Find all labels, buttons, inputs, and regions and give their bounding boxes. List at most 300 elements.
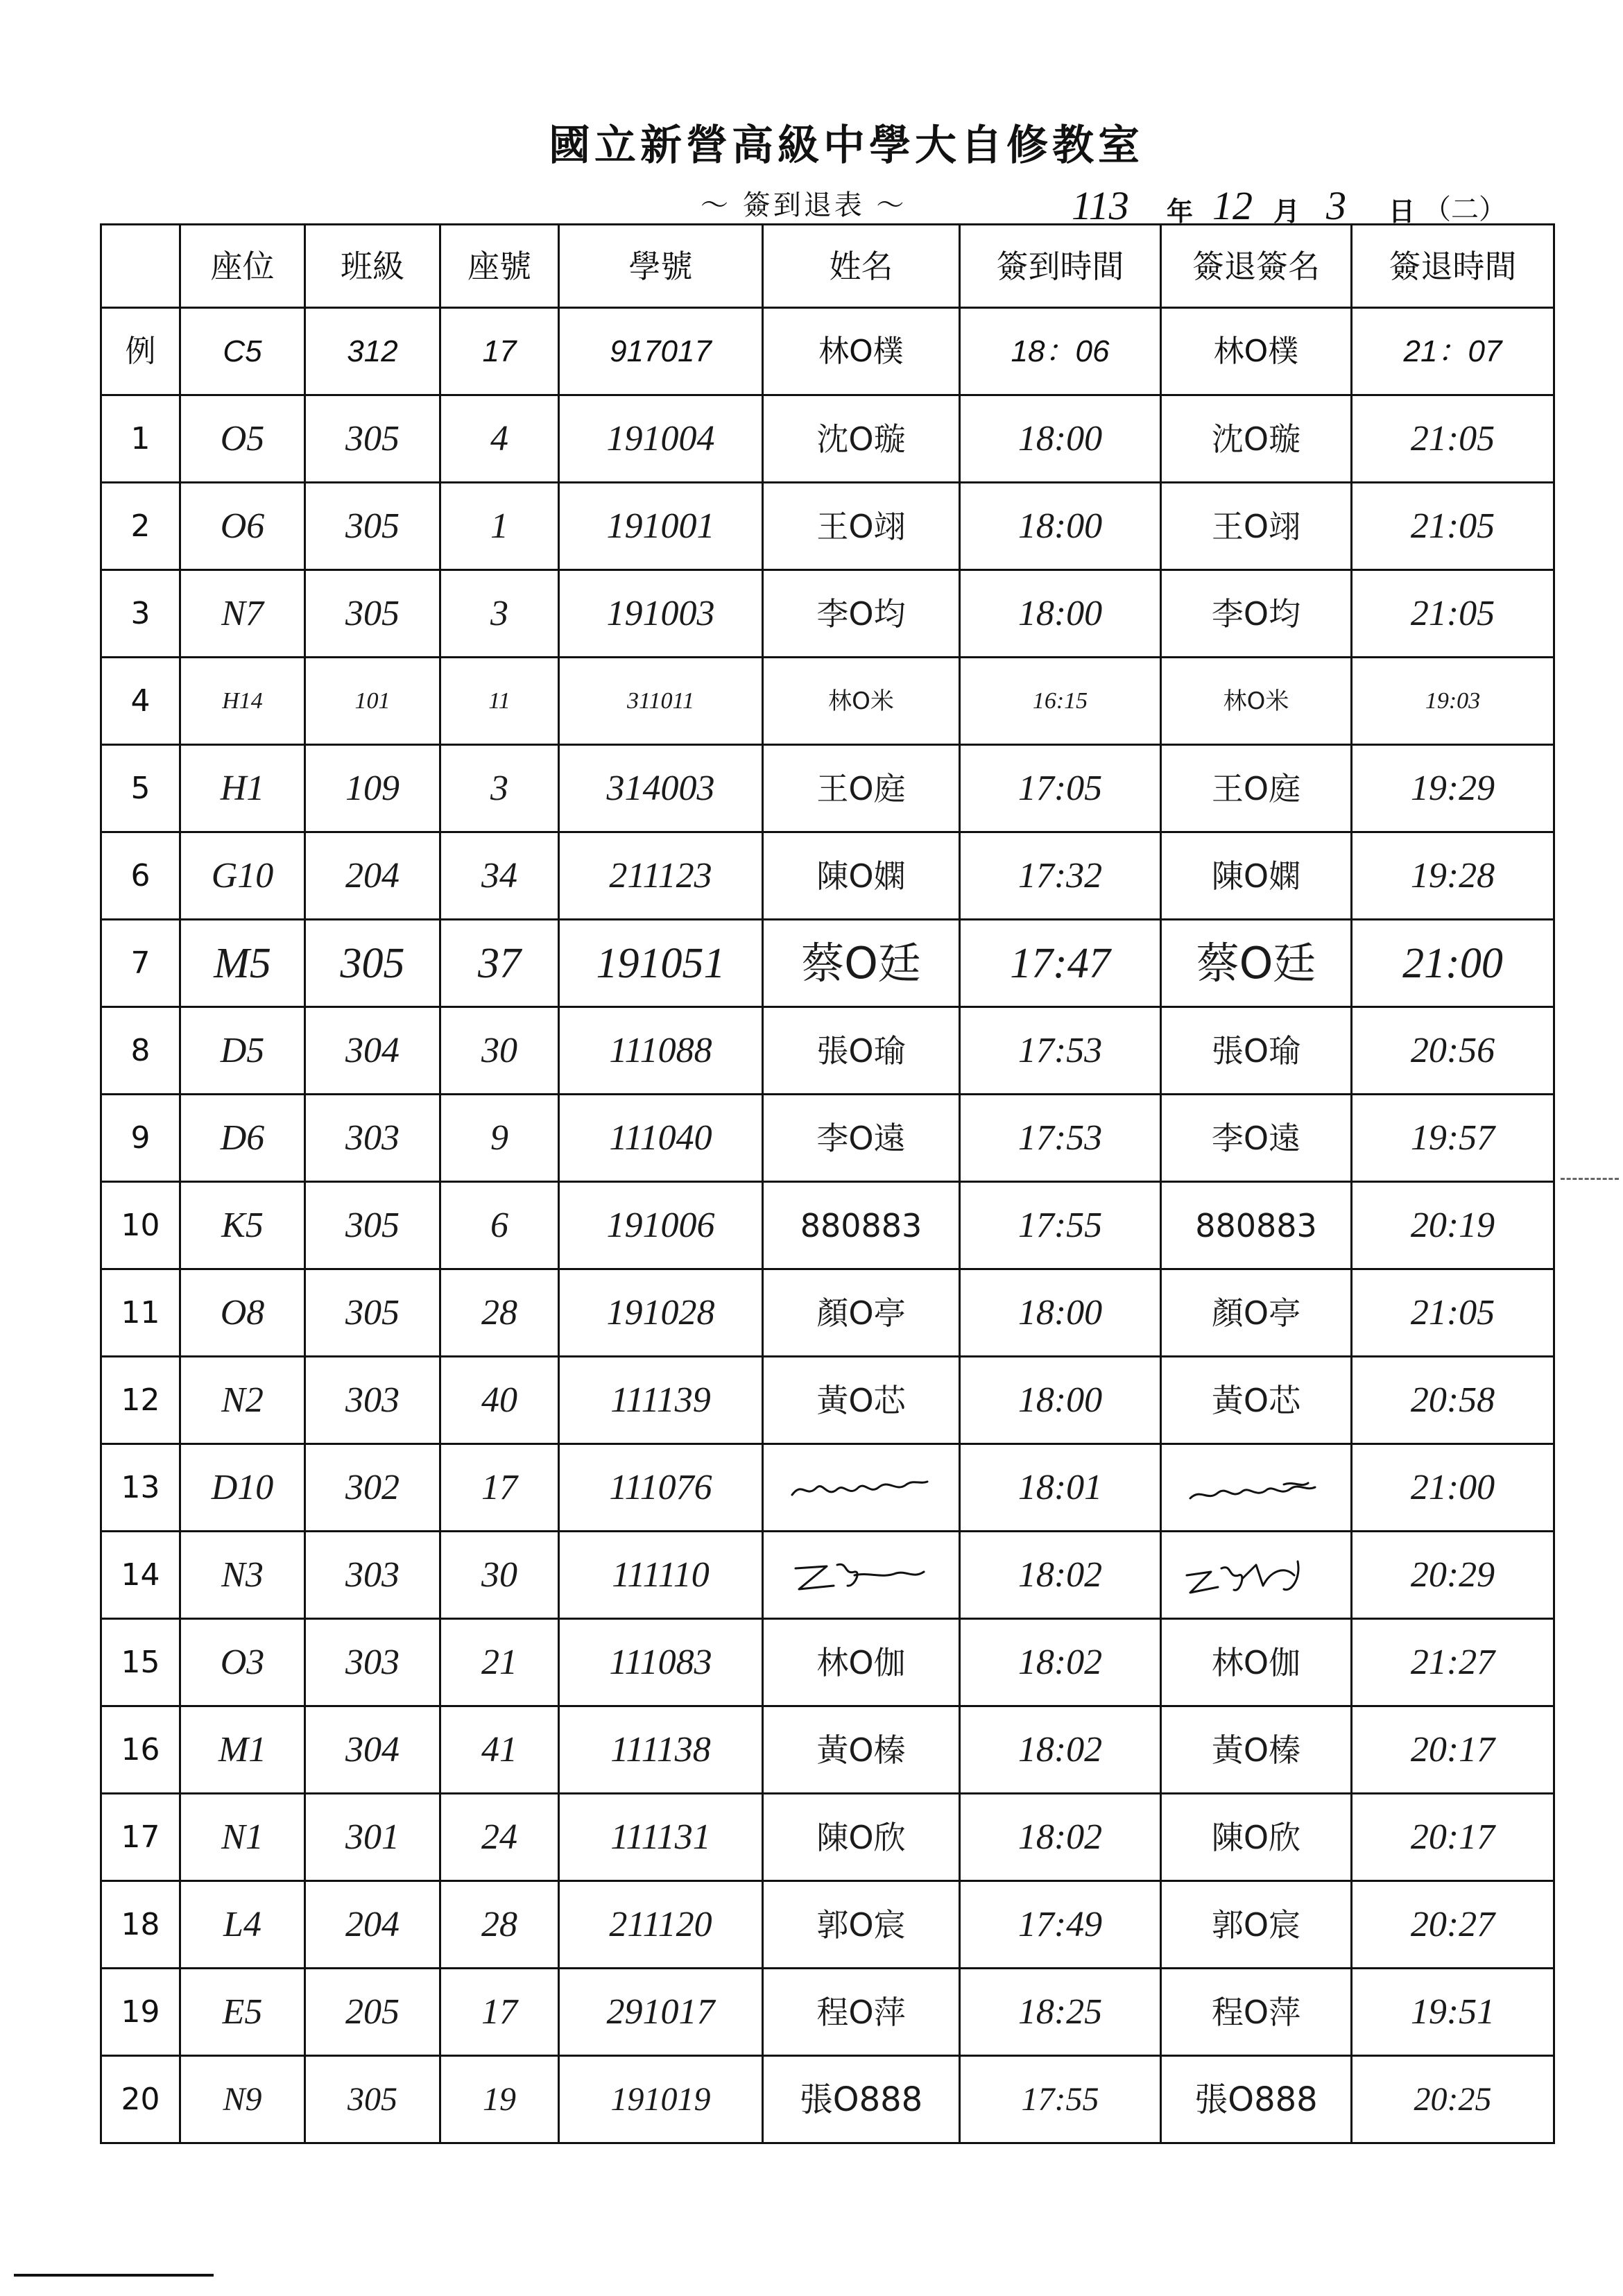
sign-out-signature-text: 林O米 xyxy=(1223,687,1289,715)
sign-out-signature-cell xyxy=(1161,745,1352,832)
row-number-cell xyxy=(101,1095,180,1182)
seat-text: O6 xyxy=(220,506,265,546)
seat-cell xyxy=(180,1182,305,1269)
student-id-cell xyxy=(559,2056,763,2143)
sign-out-time-text: 21：07 xyxy=(1403,334,1502,368)
seat-cell xyxy=(180,1794,305,1881)
sign-in-time-text: 17:53 xyxy=(1017,1117,1103,1158)
student-id-cell xyxy=(559,832,763,920)
name-cell xyxy=(763,1619,960,1706)
class-cell xyxy=(305,1881,440,1969)
seat-number-text: 37 xyxy=(478,939,521,987)
student-id-cell xyxy=(559,395,763,483)
sign-out-signature-cell xyxy=(1161,1619,1352,1706)
sign-out-signature-cell xyxy=(1161,1444,1352,1532)
row-number-text: 11 xyxy=(121,1294,160,1330)
row-number-cell xyxy=(101,1619,180,1706)
sign-out-time-text: 19:28 xyxy=(1410,855,1495,896)
seat-text: C5 xyxy=(223,334,262,368)
student-id-cell xyxy=(559,1619,763,1706)
name-text: 王O翊 xyxy=(816,507,906,545)
seat-number-cell xyxy=(440,1969,559,2056)
sign-out-signature-cell xyxy=(1161,1182,1352,1269)
sign-out-signature-cell xyxy=(1161,920,1352,1007)
sign-out-time-text: 20:19 xyxy=(1410,1205,1495,1245)
sign-out-signature-cell xyxy=(1161,1969,1352,2056)
sign-in-time-cell xyxy=(960,1095,1161,1182)
sign-out-time-cell xyxy=(1352,1706,1554,1794)
sign-out-signature-text: 林O伽 xyxy=(1211,1643,1301,1681)
sign-out-signature-text: 林O樸 xyxy=(1213,333,1299,369)
class-cell xyxy=(305,658,440,745)
sign-in-time-text: 17:05 xyxy=(1017,768,1103,808)
name-cell xyxy=(763,308,960,395)
seat-number-text: 28 xyxy=(481,1904,517,1944)
name-text: 李O遠 xyxy=(816,1119,906,1157)
row-number-cell xyxy=(101,745,180,832)
sign-in-time-text: 18:00 xyxy=(1017,506,1103,546)
student-id-cell xyxy=(559,920,763,1007)
table-row xyxy=(101,483,1554,570)
sign-in-time-text: 16:15 xyxy=(1032,687,1088,714)
date-month: 12 xyxy=(1212,183,1253,228)
seat-number-cell xyxy=(440,1182,559,1269)
sign-in-time-text: 18:02 xyxy=(1017,1642,1103,1682)
sheet-subtitle: ～ 簽到退表 ～ xyxy=(701,189,907,221)
sign-in-time-cell xyxy=(960,483,1161,570)
student-id-cell xyxy=(559,1969,763,2056)
class-cell xyxy=(305,2056,440,2143)
student-id-cell xyxy=(559,1532,763,1619)
name-cell xyxy=(763,1969,960,2056)
row-number-cell xyxy=(101,1794,180,1881)
class-cell xyxy=(305,1619,440,1706)
sign-in-time-header: 簽到時間 xyxy=(960,225,1161,308)
sign-in-time-text: 17:32 xyxy=(1017,855,1103,896)
sign-out-time-cell xyxy=(1352,1444,1554,1532)
sign-in-time-text: 18:25 xyxy=(1017,1991,1103,2032)
row-number-cell xyxy=(101,1007,180,1095)
sign-in-time-text: 18:00 xyxy=(1017,1380,1103,1420)
sign-in-time-text: 18：06 xyxy=(1011,334,1110,368)
seat-number-text: 41 xyxy=(481,1729,517,1770)
sign-in-time-cell xyxy=(960,2056,1161,2143)
seat-cell xyxy=(180,745,305,832)
seat-number-cell xyxy=(440,308,559,395)
seat-number-cell xyxy=(440,920,559,1007)
class-cell xyxy=(305,1706,440,1794)
sign-in-time-text: 17:55 xyxy=(1017,1205,1103,1245)
seat-number-text: 30 xyxy=(481,1030,517,1070)
row-number-cell xyxy=(101,570,180,658)
sign-in-time-cell xyxy=(960,1444,1161,1532)
table-row xyxy=(101,745,1554,832)
sign-in-time-cell xyxy=(960,745,1161,832)
student-id-text: 211123 xyxy=(609,855,712,896)
row-number-text: 5 xyxy=(130,770,151,806)
class-text: 305 xyxy=(345,1205,400,1245)
seat-number-cell xyxy=(440,1444,559,1532)
row-number-cell xyxy=(101,1881,180,1969)
sign-out-signature-text: 張O888 xyxy=(1194,2080,1318,2119)
sign-in-time-cell xyxy=(960,1881,1161,1969)
class-text: 303 xyxy=(345,1554,400,1595)
seat-cell xyxy=(180,1095,305,1182)
seat-text: N3 xyxy=(221,1554,264,1595)
sign-in-time-text: 18:02 xyxy=(1017,1729,1103,1770)
name-cell xyxy=(763,1007,960,1095)
table-row xyxy=(101,920,1554,1007)
student-id-cell xyxy=(559,1095,763,1182)
row-number-text: 例 xyxy=(125,333,156,369)
seat-cell xyxy=(180,920,305,1007)
sign-out-signature-text: 程O萍 xyxy=(1211,1993,1301,2031)
name-cell xyxy=(763,1357,960,1444)
scan-artifact-line xyxy=(14,2274,214,2277)
seat-number-cell xyxy=(440,483,559,570)
sign-out-signature-text: 王O翊 xyxy=(1211,507,1301,545)
seat-text: O3 xyxy=(220,1642,265,1682)
sign-out-signature-text: 陳O欣 xyxy=(1211,1818,1301,1856)
class-text: 301 xyxy=(345,1817,400,1857)
sign-in-time-cell xyxy=(960,920,1161,1007)
seat-number-cell xyxy=(440,1619,559,1706)
name-cell xyxy=(763,658,960,745)
class-text: 303 xyxy=(345,1642,400,1682)
seat-number-cell xyxy=(440,395,559,483)
sign-in-time-cell xyxy=(960,832,1161,920)
seat-number-cell xyxy=(440,2056,559,2143)
seat-number-text: 11 xyxy=(488,687,510,714)
student-id-text: 311011 xyxy=(627,687,694,714)
sign-in-time-cell xyxy=(960,1706,1161,1794)
row-number-cell xyxy=(101,1969,180,2056)
sign-in-time-cell xyxy=(960,308,1161,395)
sign-out-time-cell xyxy=(1352,1881,1554,1969)
name-header: 姓名 xyxy=(763,225,960,308)
sign-in-time-cell xyxy=(960,1794,1161,1881)
seat-number-cell xyxy=(440,1706,559,1794)
seat-cell xyxy=(180,1357,305,1444)
name-text: 陳O嫻 xyxy=(816,857,906,895)
seat-cell xyxy=(180,1007,305,1095)
class-text: 305 xyxy=(347,2080,397,2118)
sign-out-signature-text: 黃O芯 xyxy=(1211,1381,1301,1419)
row-number-text: 14 xyxy=(121,1557,160,1593)
seat-text: K5 xyxy=(221,1205,264,1245)
class-text: 305 xyxy=(340,939,405,987)
seat-number-cell xyxy=(440,1095,559,1182)
sign-in-time-cell xyxy=(960,1182,1161,1269)
student-id-text: 191028 xyxy=(606,1292,715,1333)
name-cell xyxy=(763,745,960,832)
class-cell xyxy=(305,483,440,570)
seat-cell xyxy=(180,2056,305,2143)
sign-out-time-cell xyxy=(1352,395,1554,483)
seat-text: N2 xyxy=(221,1380,264,1420)
seat-cell xyxy=(180,1269,305,1357)
seat-number-cell xyxy=(440,1007,559,1095)
row-number-cell xyxy=(101,658,180,745)
seat-cell xyxy=(180,483,305,570)
class-cell xyxy=(305,1357,440,1444)
sign-out-time-text: 21:00 xyxy=(1402,939,1503,987)
seat-number-text: 40 xyxy=(481,1380,517,1420)
seat-number-text: 17 xyxy=(481,1991,517,2032)
sign-out-time-text: 20:56 xyxy=(1410,1030,1495,1070)
table-row xyxy=(101,570,1554,658)
sign-out-signature-cell xyxy=(1161,1706,1352,1794)
table-row xyxy=(101,2056,1554,2143)
seat-cell xyxy=(180,832,305,920)
seat-text: D5 xyxy=(220,1030,265,1070)
seat-number-cell xyxy=(440,1269,559,1357)
name-text: 林O伽 xyxy=(816,1643,906,1681)
sign-out-signature-text: 李O遠 xyxy=(1211,1119,1301,1157)
table-row xyxy=(101,1969,1554,2056)
sign-out-time-cell xyxy=(1352,1794,1554,1881)
student-id-cell xyxy=(559,1007,763,1095)
name-text: 林O樸 xyxy=(818,333,904,369)
sign-in-time-text: 18:00 xyxy=(1017,593,1103,633)
name-cell xyxy=(763,1182,960,1269)
class-text: 205 xyxy=(345,1991,400,2032)
name-text: 李O均 xyxy=(816,594,906,633)
sign-out-time-text: 19:29 xyxy=(1410,768,1495,808)
date-day-label: 日 xyxy=(1389,196,1416,227)
date-year-label: 年 xyxy=(1167,196,1194,227)
sign-out-signature-text: 880883 xyxy=(1195,1206,1317,1244)
sign-out-time-cell xyxy=(1352,2056,1554,2143)
sign-out-time-text: 21:05 xyxy=(1410,418,1495,459)
row-number-text: 18 xyxy=(121,1906,160,1942)
sign-out-time-cell xyxy=(1352,832,1554,920)
table-row xyxy=(101,1182,1554,1269)
name-cell xyxy=(763,2056,960,2143)
class-text: 304 xyxy=(345,1729,400,1770)
date-weekday: （二） xyxy=(1423,194,1506,225)
row-number-text: 20 xyxy=(121,2081,160,2117)
sign-out-time-cell xyxy=(1352,308,1554,395)
seat-cell xyxy=(180,658,305,745)
date-day: 3 xyxy=(1326,183,1346,228)
row-number-cell xyxy=(101,832,180,920)
sign-out-signature-cell xyxy=(1161,308,1352,395)
name-text: 880883 xyxy=(800,1206,922,1244)
seat-number-text: 3 xyxy=(490,593,508,633)
seat-number-cell xyxy=(440,1881,559,1969)
header-row xyxy=(101,225,1554,308)
sign-out-time-text: 21:05 xyxy=(1410,593,1495,633)
seat-number-text: 21 xyxy=(481,1642,517,1682)
class-cell xyxy=(305,1794,440,1881)
class-cell xyxy=(305,920,440,1007)
row-number-cell xyxy=(101,483,180,570)
sign-in-time-text: 17:47 xyxy=(1010,939,1110,987)
name-cell xyxy=(763,1706,960,1794)
name-cell xyxy=(763,1794,960,1881)
date-month-label: 月 xyxy=(1273,196,1300,227)
class-text: 101 xyxy=(354,687,390,714)
name-text: 沈O璇 xyxy=(816,420,906,458)
student-id-text: 111040 xyxy=(609,1117,712,1158)
student-id-cell xyxy=(559,483,763,570)
sign-out-signature-text: 郭O宸 xyxy=(1211,1905,1301,1944)
name-text: 程O萍 xyxy=(816,1993,906,2031)
handwritten-signature xyxy=(785,1457,938,1519)
name-text: 黃O芯 xyxy=(816,1381,906,1419)
name-cell xyxy=(763,1095,960,1182)
sign-out-time-text: 21:27 xyxy=(1410,1642,1495,1682)
handwritten-signature xyxy=(785,1544,938,1607)
seat-text: D10 xyxy=(211,1467,274,1507)
class-text: 312 xyxy=(347,334,398,368)
student-id-text: 111139 xyxy=(610,1380,711,1420)
sign-out-signature-text: 陳O嫻 xyxy=(1211,857,1301,895)
seat-text: N9 xyxy=(223,2080,262,2118)
row-number-cell xyxy=(101,1357,180,1444)
student-id-text: 191019 xyxy=(610,2080,711,2118)
sign-out-time-cell xyxy=(1352,1969,1554,2056)
sign-out-time-cell xyxy=(1352,1532,1554,1619)
student-id-text: 191003 xyxy=(606,593,715,633)
class-text: 303 xyxy=(345,1117,400,1158)
seat-text: G10 xyxy=(211,855,274,896)
sign-out-time-cell xyxy=(1352,570,1554,658)
sign-out-time-text: 21:00 xyxy=(1410,1467,1495,1507)
class-cell xyxy=(305,1444,440,1532)
seat-header: 座位 xyxy=(180,225,305,308)
student-id-cell xyxy=(559,1444,763,1532)
sign-out-signature-cell xyxy=(1161,395,1352,483)
row-number-text: 9 xyxy=(130,1120,151,1156)
seat-text: N1 xyxy=(221,1817,264,1857)
row-number-text: 7 xyxy=(130,945,151,981)
row-number-text: 1 xyxy=(130,420,151,456)
handwritten-signature xyxy=(1180,1457,1332,1519)
row-number-cell xyxy=(101,2056,180,2143)
student-id-text: 111076 xyxy=(609,1467,712,1507)
student-id-text: 917017 xyxy=(610,334,712,368)
name-text: 林O米 xyxy=(828,687,894,715)
sign-out-signature-cell xyxy=(1161,570,1352,658)
sign-out-time-cell xyxy=(1352,1269,1554,1357)
name-cell xyxy=(763,1881,960,1969)
name-text: 顏O亭 xyxy=(816,1294,906,1332)
table-row xyxy=(101,832,1554,920)
table-row xyxy=(101,1269,1554,1357)
sign-out-time-cell xyxy=(1352,1007,1554,1095)
sign-in-time-cell xyxy=(960,658,1161,745)
sign-out-time-text: 21:05 xyxy=(1410,506,1495,546)
table-row xyxy=(101,1444,1554,1532)
row-number-cell xyxy=(101,1182,180,1269)
student-id-cell xyxy=(559,745,763,832)
student-id-text: 111088 xyxy=(609,1030,712,1070)
sign-in-time-cell xyxy=(960,395,1161,483)
sign-out-time-cell xyxy=(1352,1182,1554,1269)
student-id-cell xyxy=(559,570,763,658)
class-cell xyxy=(305,1007,440,1095)
table-row xyxy=(101,1619,1554,1706)
class-header: 班級 xyxy=(305,225,440,308)
row-number-text: 16 xyxy=(121,1731,160,1767)
seat-number-text: 17 xyxy=(481,1467,517,1507)
sign-out-signature-cell xyxy=(1161,483,1352,570)
sign-in-time-cell xyxy=(960,1619,1161,1706)
sign-out-signature-cell xyxy=(1161,832,1352,920)
seat-number-text: 6 xyxy=(490,1205,508,1245)
seat-number-text: 17 xyxy=(482,334,517,368)
student-id-cell xyxy=(559,1357,763,1444)
seat-number-cell xyxy=(440,745,559,832)
seat-text: E5 xyxy=(222,1991,263,2032)
name-text: 黃O榛 xyxy=(816,1731,906,1769)
seat-number-text: 4 xyxy=(490,418,508,459)
sign-out-time-header: 簽退時間 xyxy=(1352,225,1554,308)
sign-out-signature-cell xyxy=(1161,2056,1352,2143)
name-text: 郭O宸 xyxy=(816,1905,906,1944)
class-cell xyxy=(305,1532,440,1619)
class-text: 109 xyxy=(345,768,400,808)
row-number-text: 6 xyxy=(130,857,151,893)
row-number-text: 17 xyxy=(121,1819,160,1855)
row-number-text: 15 xyxy=(121,1644,160,1680)
table-row xyxy=(101,1095,1554,1182)
scan-artifact-dashes xyxy=(1561,1178,1619,1180)
sign-in-time-cell xyxy=(960,570,1161,658)
sign-out-time-text: 19:51 xyxy=(1410,1991,1495,2032)
seat-cell xyxy=(180,570,305,658)
class-cell xyxy=(305,1269,440,1357)
seat-text: O5 xyxy=(220,418,265,459)
sign-in-time-text: 17:53 xyxy=(1017,1030,1103,1070)
row-number-text: 2 xyxy=(130,508,151,544)
row-number-text: 12 xyxy=(121,1382,160,1418)
row-number-cell xyxy=(101,1269,180,1357)
sign-out-time-text: 20:27 xyxy=(1410,1904,1495,1944)
student-id-cell xyxy=(559,1182,763,1269)
sign-out-signature-cell xyxy=(1161,1007,1352,1095)
sign-out-signature-text: 顏O亭 xyxy=(1211,1294,1301,1332)
name-cell xyxy=(763,483,960,570)
sign-in-time-text: 18:02 xyxy=(1017,1817,1103,1857)
seat-number-text: 9 xyxy=(490,1117,508,1158)
sign-out-signature-cell xyxy=(1161,1357,1352,1444)
sign-out-time-cell xyxy=(1352,1619,1554,1706)
name-cell xyxy=(763,395,960,483)
row-number-cell xyxy=(101,920,180,1007)
table-row xyxy=(101,1532,1554,1619)
seat-text: H1 xyxy=(220,768,265,808)
row-number-cell xyxy=(101,308,180,395)
sign-out-time-text: 19:57 xyxy=(1410,1117,1495,1158)
sign-in-time-text: 17:55 xyxy=(1021,2080,1099,2118)
class-cell xyxy=(305,395,440,483)
sign-out-signature-text: 蔡O廷 xyxy=(1196,937,1316,988)
row-number-cell xyxy=(101,1532,180,1619)
class-text: 303 xyxy=(345,1380,400,1420)
table-body xyxy=(101,308,1554,2143)
seat-text: N7 xyxy=(221,593,264,633)
row-number-text: 4 xyxy=(130,683,151,719)
handwritten-signature xyxy=(1180,1544,1332,1607)
name-text: 陳O欣 xyxy=(816,1818,906,1856)
student-id-cell xyxy=(559,308,763,395)
sign-in-out-table xyxy=(100,223,1555,2144)
table-row xyxy=(101,1357,1554,1444)
row-number-text: 13 xyxy=(121,1469,160,1505)
